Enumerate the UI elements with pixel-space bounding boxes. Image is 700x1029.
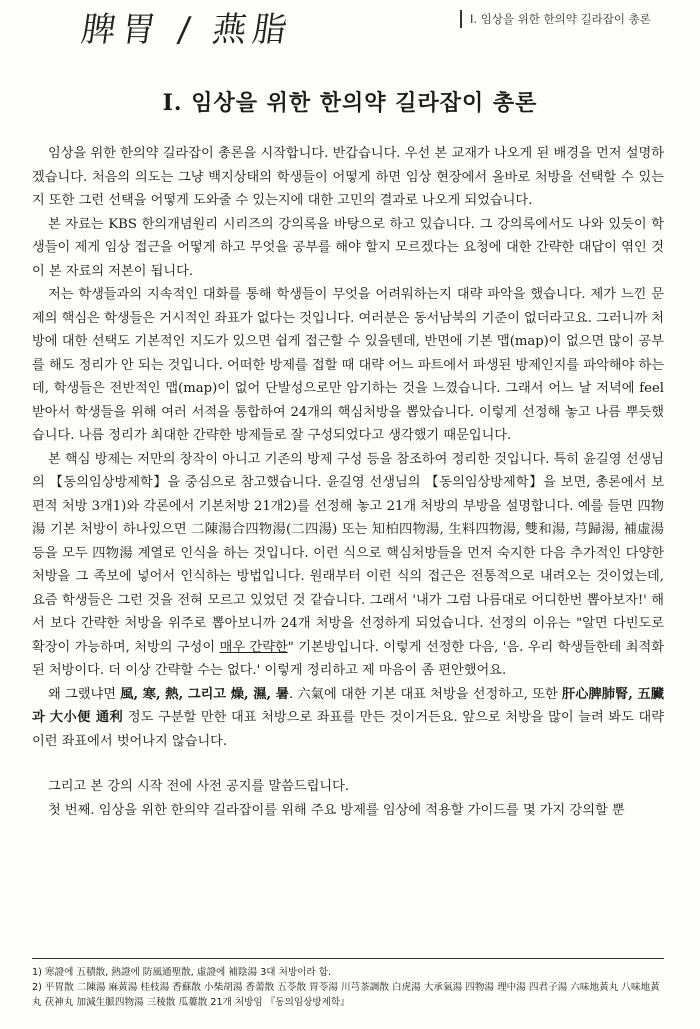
paragraph-5 bbox=[32, 683, 664, 754]
paragraph-4-quote-start: "알면 다빈도로 확장이 가능하며, 처방의 구성이 bbox=[32, 616, 664, 655]
paragraph-5-middle: . 六氣에 대한 기본 대표 처방을 선정하고, 또한 bbox=[289, 686, 562, 702]
footnote-1: 1) 寒證에 五積散, 熱證에 防風通聖散, 虛證에 補陰湯 3대 처방이라 함. bbox=[32, 967, 332, 978]
handwritten-annotation: 脾胃 / 燕脂 bbox=[78, 10, 296, 50]
paragraph-4-underline: 매우 간략한 bbox=[219, 639, 288, 655]
paragraph-5-organs: 肝心脾肺腎, 五臟과 大小便 通利 bbox=[32, 686, 664, 725]
paragraph-1: 임상을 위한 한의약 길라잡이 총론을 시작합니다. 반갑습니다. 우선 본 교재가 나오게 된 배경을 먼저 설명하겠습니다. 처음의 의도는 그냥 백지상태의 학생들이 어떻게 하면 임상 현장에서 올바로 처방을 선택할 수 있는지 또한 그런 선택을 어떻게 도와줄 수 있는지에 대한 고민의 결과로 나오게 되었습니다. bbox=[32, 146, 664, 208]
body-text bbox=[32, 142, 664, 822]
running-head: Ⅰ. 임상을 위한 한의약 길라잡이 총론 bbox=[460, 10, 662, 28]
page-title: Ⅰ. 임상을 위한 한의약 길라잡이 총론 bbox=[162, 90, 538, 116]
footnotes bbox=[32, 958, 664, 1010]
paragraph-7: 첫 번째. 임상을 위한 한의약 길라잡이를 위해 주요 방제를 임상에 적용할 가이드를 몇 가지 강의할 뿐 bbox=[48, 802, 625, 818]
paragraph-5-start: 왜 그랬냐면 bbox=[48, 686, 121, 702]
paragraph-5-six-qi: 風, 寒, 熱, 그리고 燥, 濕, 暑 bbox=[120, 686, 290, 702]
paragraph-6: 그리고 본 강의 시작 전에 사전 공지를 말씀드립니다. bbox=[48, 779, 350, 794]
paragraph-5-end: 정도 구분할 만한 대표 처방으로 좌표를 만든 것이거든요. 앞으로 처방을 많이 늘려 봐도 대략 이런 좌표에서 벗어나지 않습니다. bbox=[32, 710, 664, 749]
paragraph-3: 저는 학생들과의 지속적인 대화를 통해 학생들이 무엇을 어려워하는지 대략 파악을 했습니다. 제가 느낀 문제의 핵심은 학생들은 거시적인 좌표가 없다는 것입니다. 여러분은 동서남북의 기준이 없더라고요. 그러니까 처방에 대한 선택도 기본적인 지도가 있으면 쉽게 접근할 수 있을텐데, 반면에 기본 맵(map)이 없으면 많이 공부를 해도 정리가 안 되는 것입니다. 어떠한 방제를 접할 때 대략 어느 파트에서 파생된 방제인지를 파악해야 하는데, 학생들은 전반적인 맵(map)이 없어 단발성으로만 암기하는 것을 느꼈습니다. 그래서 어느 날 저녁에 feel 받아서 학생들을 위해 여러 서적을 통합하여 24개의 핵심처방을 뽑았습니다. 이렇게 선정해 놓고 나름 뿌듯했습니다. 나름 정리가 최대한 간략한 방제들로 잘 구성되었다고 생각했기 때문입니다. bbox=[32, 287, 664, 443]
paragraph-4-main: 본 핵심 방제는 저만의 창작이 아니고 기존의 방제 구성 등을 참조하여 정리한 것입니다. 특히 윤길영 선생님의 【동의임상방제학】을 중심으로 참고했습니다. 윤길영 선생님의 【동의임상방제학】을 보면, 총론에서 보편적 처방 3개1)와 각론에서 기본처방 21개2)를 선정해 놓고 21개 처방의 부방을 설명합니다. 예를 들면 四物湯 기본 처방이 하나있으면 二陳湯合四物湯(二四湯) 또는 知柏四物湯, 生料四物湯, 雙和湯, 芎歸湯, 補虛湯 등을 모두 四物湯 계열로 인식을 하는 것입니다. 이런 식으로 핵심처방들을 먼저 숙지한 다음 추가적인 다양한 처방을 그 족보에 넣어서 인식하는 방법입니다. 원래부터 이런 식의 접근은 전통적으로 내려오는 것이었는데, 요즘 학생들은 그런 것을 전혀 모르고 있었던 것 같습니다. 그래서 '내가 그럼 나름대로 어디한번 뽑아보자!' 해서 보다 간략한 처방을 위주로 뽑아보니까 24개 처방을 선정하게 되었습니다. 선정의 이유는 bbox=[32, 451, 664, 631]
paragraph-2: 본 자료는 KBS 한의개념원리 시리즈의 강의록을 바탕으로 하고 있습니다. 그 강의록에서도 나와 있듯이 학생들이 제게 임상 접근을 어떻게 하고 무엇을 공부를 해야 할지 모르겠다는 요청에 대한 간략한 대답이 엮인 것이 본 자료의 저본이 됩니다. bbox=[32, 216, 664, 279]
footnote-2: 2) 平胃散 二陳湯 麻黃湯 桂枝湯 香蘇散 小柴胡湯 香薷散 五苓散 胃苓湯 川芎茶調散 白虎湯 大承氣湯 四物湯 理中湯 四君子湯 六味地黃丸 八味地黃丸 茯神丸 加減生脈四物湯 三稜散 瓜蔞散 21개 처방임 『동의임상방제학』 bbox=[32, 982, 660, 1008]
paragraph-4 bbox=[32, 448, 664, 683]
paragraph-4-quote-end: " 기본방입니다. 이렇게 선정한 다음, '음. 우리 학생들한테 최적화된 처방이다. 더 이상 간략할 수는 없다.' 이렇게 정리하고 제 마음이 좀 편안했어요. bbox=[32, 639, 664, 678]
